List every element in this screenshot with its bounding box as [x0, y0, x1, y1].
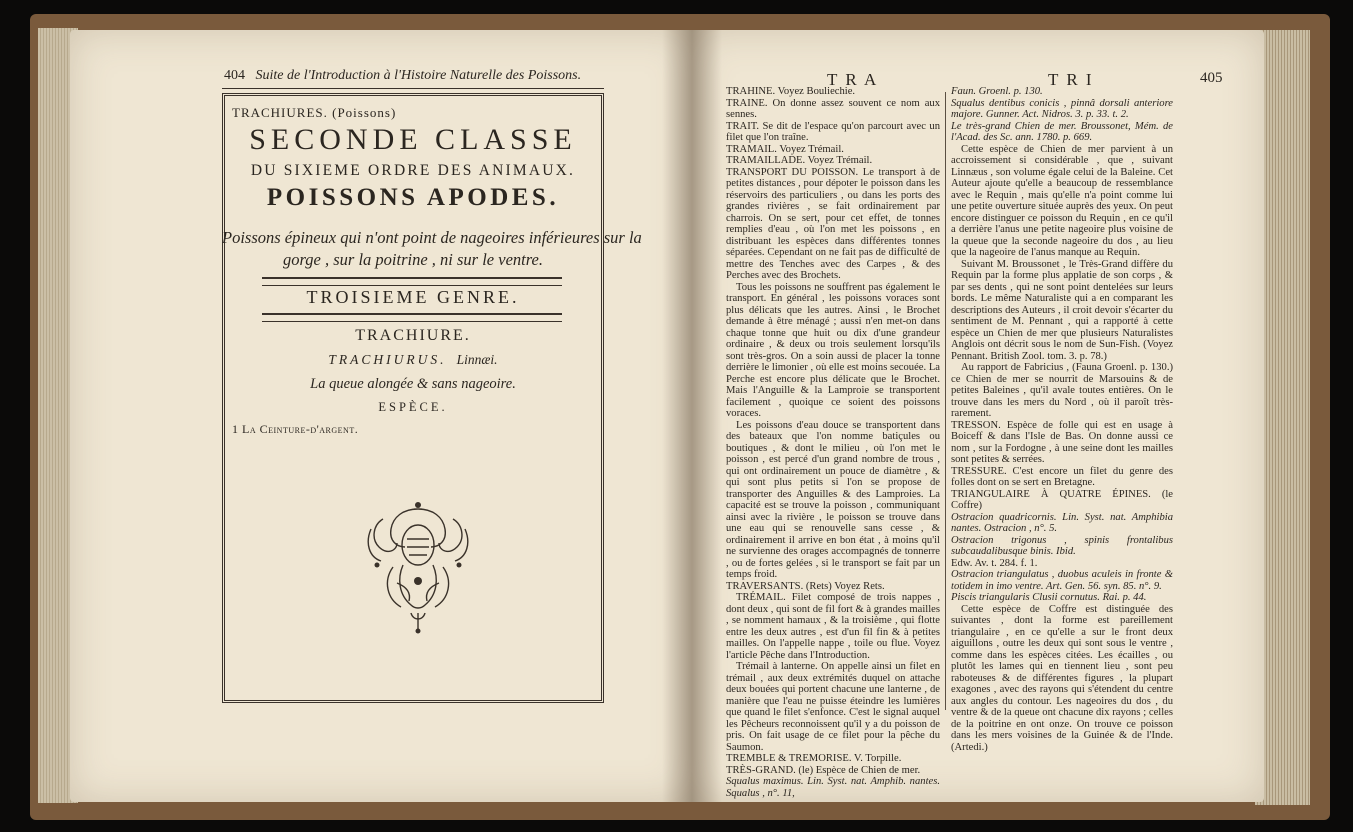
- paragraph-transport-3: Les poissons d'eau douce se transportent dans des bateaux que l'on nomme batiçules ou boutiques , & dont le milieu , où l'on met le poisson , est percé d'un grand nombre de trous , qui ont ordinairement un pouce de diamètre , & qui sont plus petits si l'on se propose de transporter des Anguilles & des Lamproies. La capacité est se trouve la poisson , communiquant ainsi avec la rivière , le poisson se trouve dans une eau qui se renouvelle sans cesse , & ordinairement il arrive en bon état , à moins qu'il ne survienne des orages accompagnés de tonnerre , ou de fortes gelées , si le transport se fait par un temps froid.: [726, 419, 940, 580]
- species-heading: ESPÈCE.: [378, 400, 448, 414]
- right-column-1: [726, 86, 940, 799]
- species-item: 1 La Ceinture-d'argent.: [232, 422, 359, 436]
- entry-trait: TRAIT. Se dit de l'espace qu'on parcourt avec un filet que l'on traîne.: [726, 120, 940, 143]
- latin-author: Linnæi.: [456, 352, 498, 367]
- entry-tremble: TREMBLE & TREMORISE. V. Torpille.: [726, 753, 902, 764]
- paragraph-fabricius: Au rapport de Fabricius , (Fauna Groenl. p. 130.) ce Chien de mer se nourrit de Marsouins & de petites Baleines , qu'il avale toutes entières. On le trouve dans les mers du Nord , où il paroît très-rarement.: [951, 362, 1173, 419]
- paragraph-broussonet: Suivant M. Broussonet , le Très-Grand diffère du Requin par la forme plus applatie de son corps , & par ses dents , qui ne sont point dentelées sur leurs bords. Le même Naturaliste qui a en comparant les descriptions des Auteurs , il croit devoir s'écarter du sentiment de M. Pennant , qui a rapporté à cette espèce un Chien de mer que plusieurs Naturalistes Anglois ont décrit sous le nom de Sun-Fish. (Voyez Pennant. British Zool. tom. 3. p. 78.): [951, 258, 1173, 362]
- latin-name: TRACHIURUS.: [328, 352, 447, 367]
- citation-broussonet: Le très-grand Chien de mer. Broussonet, Mém. de l'Acad. des Sc. ann. 1780. p. 669.: [951, 120, 1173, 143]
- genre-title: TROISIEME GENRE.: [306, 287, 520, 307]
- entry-tressure: TRESSURE. C'est encore un filet du genre des folles dont on se sert en Bretagne.: [951, 465, 1173, 488]
- cartouche-ornament: [363, 495, 473, 635]
- entry-traine: TRAINE. On donne assez souvent ce nom aux sennes.: [726, 97, 940, 120]
- entry-traversants: TRAVERSANTS. (Rets) Voyez Rets.: [726, 580, 885, 592]
- ornamental-rule-1: [262, 277, 562, 286]
- genus-tag: TRACHIURES. (Poissons): [232, 105, 397, 120]
- paragraph-coffre: Cette espèce de Coffre est distinguée des suivantes , dont la forme est pareillement triangulaire , en ce qu'elle a sur le front deux aiguillons , outre les deux qui sont sous le ventre , comme dans les espèces citées. Les écailles , ou plutôt les lames qui en tiennent lieu , sont peu raboteuses & de différentes figures , la plupart exagones , avec des rayons qui s'étendent du centre aux angles du contour. Les nageoires du dos , du ventre & de la queue ont chacune dix rayons ; celles de la poitrine en ont onze. On trouve ce poisson dans les mers voisines de la Guinée & de l'Inde. (Artedi.): [951, 603, 1173, 753]
- left-running-title: Suite de l'Introduction à l'Histoire Naturelle des Poissons.: [255, 68, 582, 83]
- latin-line: [222, 352, 604, 368]
- genus-name: TRACHIURE.: [355, 327, 471, 344]
- right-page-number: 405: [1200, 70, 1223, 86]
- entry-tres-grand: TRÈS-GRAND. (le) Espèce de Chien de mer.: [726, 764, 921, 776]
- group-title: POISSONS APODES.: [266, 184, 560, 211]
- character-line: La queue alongée & sans nageoire.: [310, 376, 516, 392]
- right-header-left: T R A: [827, 70, 879, 89]
- citation-ostracion-quadricornis: Ostracion quadricornis. Lin. Syst. nat. Amphibia nantes. Ostracion , n°. 5.: [951, 511, 1173, 534]
- citation-squalus-maximus: Squalus maximus. Lin. Syst. nat. Amphib. nantes. Squalus , n°. 11,: [726, 776, 940, 799]
- entry-tramail: TRAMAIL. Voyez Trémail.: [726, 143, 844, 155]
- entry-tramaillade: TRAMAILLADE. Voyez Trémail.: [726, 155, 873, 166]
- ornamental-rule-2: [262, 313, 562, 322]
- citation-gunner: Squalus dentibus conicis , pinnâ dorsali anteriore majore. Gunner. Act. Nidros. 3. p. 33. t. 2.: [951, 97, 1173, 120]
- description-line-2: gorge , sur la poitrine , ni sur le ventre.: [282, 250, 543, 269]
- order-line: DU SIXIEME ORDRE DES ANIMAUX.: [250, 162, 576, 179]
- header-rule: [222, 88, 604, 89]
- class-title: SECONDE CLASSE: [249, 123, 577, 156]
- paragraph-chien-de-mer: Cette espèce de Chien de mer parvient à un accroissement si considérable , que , suivant Linnæus , son volume égale celui de la Baleine. Cet Auteur ajoute qu'elle a beaucoup de ressemblance avec le Requin , mais qu'elle n'a point comme lui une petite ouverture située auprès des yeux. On peut encore distinguer ce poisson du Requin , en ce qu'il a derrière l'anus une petite nageoire plus voisine de la queue que la seconde nageoire du dos , au lieu que la nageoire de l'anus manque au Requin.: [951, 143, 1173, 258]
- right-column-2: [951, 86, 1173, 753]
- paragraph-transport-2: Tous les poissons ne souffrent pas également le transport. En général , les poissons voraces sont plus délicats que les autres. Ainsi , le Brochet demande à être ménagé ; aussi n'en met-on dans chaque tonne que huit ou dix d'une grandeur ordinaire , & deux ou trois seulement lorsqu'ils sont très-gros. On a soin aussi de placer la tonne derrière le limonier , où elle est moins secouée. La Perche est encore plus délicate que le Brochet. Mais l'Anguille & la Lamproie se transportent facilement , quoique ce soient des poissons voraces.: [726, 281, 940, 419]
- book-gutter: [662, 30, 722, 802]
- entry-tremail-lanterne: Trémail à lanterne. On appelle ainsi un filet en trémail , aux deux extrémités duquel on attache deux bouées qui portent chacune une lanterne , de manière que l'eau ne puisse éteindre les lumières que quand le filet s'enfonce. C'est le signal auquel les Pêcheurs reconnoissent qu'il y a du poisson de pris. On fait usage de ce filet pour la pêche du Saumon.: [726, 661, 940, 753]
- column-divider: [945, 92, 946, 710]
- left-running-head: [224, 68, 581, 84]
- citation-faun-groenl: Faun. Groenl. p. 130.: [951, 86, 1043, 97]
- entry-tresson: TRESSON. Espèce de folle qui est en usage à Boiceff & dans l'Isle de Bas. On donne aussi ce nom , sur la Fordogne , à une seine dont les mailles sont petites & serrées.: [951, 419, 1173, 465]
- citation-ostracion-triangulatus: Ostracion triangulatus , duobus aculeis in fronte & totidem in imo ventre. Art. Gen. 56. syn. 85. n°. 9.: [951, 569, 1173, 592]
- citation-edw: Edw. Av. t. 284. f. 1.: [951, 557, 1038, 569]
- entry-trahine: TRAHINE. Voyez Bouliechie.: [726, 86, 856, 97]
- entry-tremail: TRÉMAIL. Filet composé de trois nappes , dont deux , qui sont de fil fort & à grandes mailles , se nomment hamaux , & la troisième , qui flotte entre les deux autres , est d'un fil fin & à petites mailles. On l'appelle nappe , toile ou flue. Voyez l'article Pêche dans l'Introduction.: [726, 592, 940, 661]
- left-page-number: 404: [224, 68, 245, 83]
- entry-triangulaire: TRIANGULAIRE À QUATRE ÉPINES. (le Coffre): [951, 488, 1173, 511]
- right-header-right: T R I: [1048, 70, 1094, 89]
- citation-piscis-triangularis: Piscis triangularis Clusii cornutus. Rai. p. 44.: [951, 592, 1147, 603]
- citation-ostracion-trigonus: Ostracion trigonus , spinis frontalibus subcaudalibusque binis. Ibid.: [951, 534, 1173, 557]
- entry-transport: TRANSPORT DU POISSON. Le transport à de petites distances , pour dépoter le poisson dans les réservoirs des particuliers , ou dans les ports des grandes rivières , se fait ordinairement par charrois. On se sert, pour cet effet, de tonnes remplies d'eau , où l'on met les poissons , en distribuant les espèces dans différentes tonnes séparées. Cependant on ne fait pas de difficulté de mettre des Tenches avec des Carpes , & des Perches avec des Brochets.: [726, 166, 940, 281]
- description-line-1: Poissons épineux qui n'ont point de nageoires inférieures sur la: [222, 228, 642, 247]
